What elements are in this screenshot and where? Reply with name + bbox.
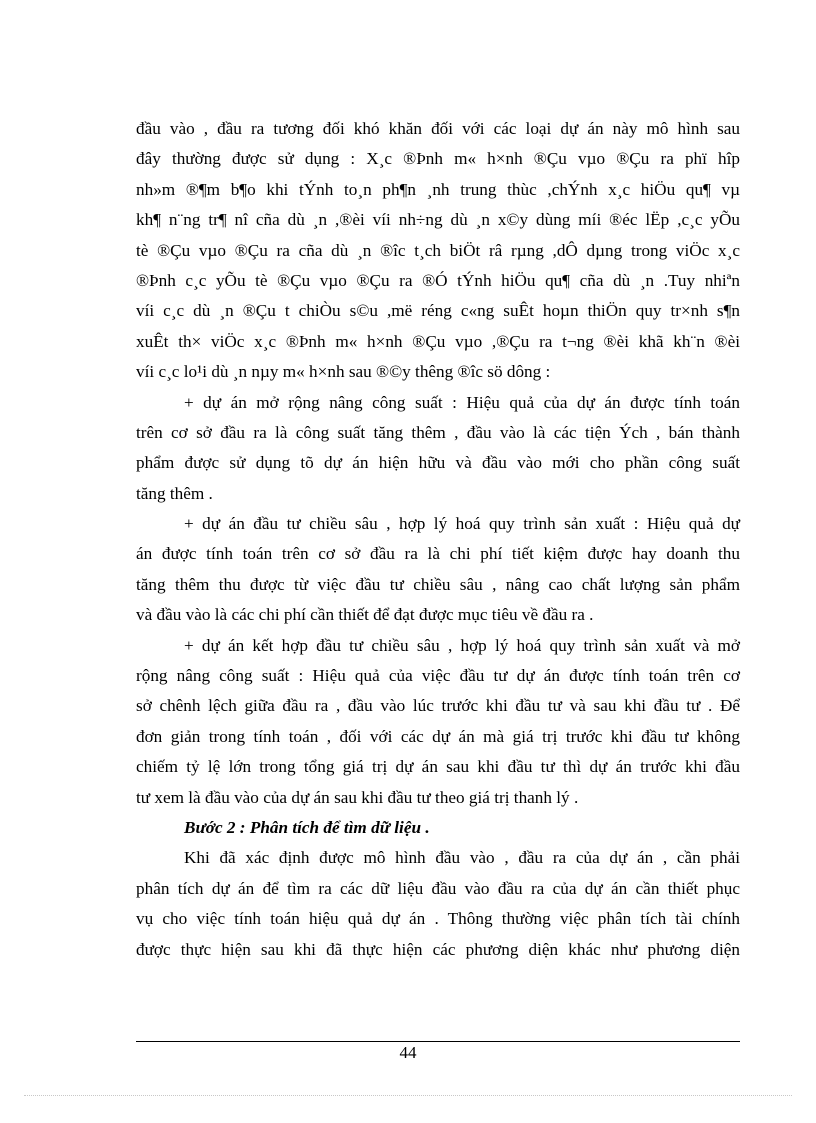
text-line: rộng nâng công suất : Hiệu quả của việc đầu tư dự án được tính toán trên cơ [136, 666, 740, 686]
text-line: nh»m ®¶m b¶o khi tÝnh to¸n ph¶n ¸nh trung thùc ,chÝnh x¸c hiÖu qu¶ vµ [136, 179, 740, 199]
text-line: đây thường được sử dụng : X¸c ®Þnh m« h×nh ®Çu vµo ®Çu ra phï hîp [136, 149, 740, 169]
text-line: vụ cho việc tính toán hiệu quả dự án . Thông thường việc phân tích tài chính [136, 909, 740, 929]
page-number: 44 [399, 1043, 417, 1062]
text-line: phẩm được sử dụng tõ dự án hiện hữu và đầu vào mới cho phần công suất [136, 453, 740, 473]
text-line: tăng thêm thu được từ việc đầu tư chiều sâu , nâng cao chất lượng sản phẩm [136, 574, 740, 594]
page-edge-divider [24, 1095, 792, 1096]
text-line: được thực hiện sau khi đã thực hiện các phương diện khác như phương diện [136, 939, 740, 959]
text-line: tăng thêm . [136, 483, 213, 503]
text-line: víi c¸c lo¹i dù ¸n nµy m« h×nh sau ®©y thêng ®îc sö dông : [136, 362, 551, 382]
text-line: chiếm tỷ lệ lớn trong tổng giá trị dự án sau khi đầu tư thì dự án trước khi đầu [136, 757, 740, 777]
text-line: víi c¸c dù ¸n ®Çu t chiÒu s©u ,më réng c«ng suÊt hoµn thiÖn quy tr×nh s¶n [136, 301, 740, 321]
text-line: + dự án kết hợp đầu tư chiều sâu , hợp lý hoá quy trình sản xuất và mở [184, 635, 740, 655]
text-line: xuÊt th× viÖc x¸c ®Þnh m« h×nh ®Çu vµo ,®Çu ra t¬ng ®èi khã kh¨n ®èi [136, 331, 740, 351]
text-line: + dự án đầu tư chiều sâu , hợp lý hoá quy trình sản xuất : Hiệu quả dự [184, 514, 740, 534]
text-line: ®Þnh c¸c yÕu tè ®Çu vµo ®Çu ra ®Ó tÝnh hiÖu qu¶ cña dù ¸n .Tuy nhiªn [136, 270, 740, 290]
section-heading: Bước 2 : Phân tích để tìm dữ liệu . [184, 817, 430, 837]
text-line: kh¶ n¨ng tr¶ nî cña dù ¸n ,®èi víi nh÷ng dù ¸n x©y dùng míi ®éc lËp ,c¸c yÕu [136, 210, 740, 230]
text-line: tư xem là đầu vào của dự án sau khi đầu tư theo giá trị thanh lý . [136, 787, 579, 807]
text-line: Khi đã xác định được mô hình đầu vào , đầu ra của dự án , cần phải [184, 848, 740, 868]
text-line: đầu vào , đầu ra tương đối khó khăn đối với các loại dự án này mô hình sau [136, 119, 740, 138]
text-line: đơn giản trong tính toán , đối với các dự án mà giá trị trước khi đầu tư không [136, 726, 740, 746]
text-line: trên cơ sở đầu ra là công suất tăng thêm , đầu vào là các tiện Ých , bán thành [136, 422, 740, 442]
text-line: sở chênh lệch giữa đầu ra , đầu vào lúc trước khi đầu tư và sau khi đầu tư . Để [136, 696, 740, 716]
body-text [136, 114, 740, 965]
text-line: tè ®Çu vµo ®Çu ra cña dù ¸n ®îc t¸ch biÖt râ rµng ,dÔ dµng trong viÖc x¸c [136, 240, 740, 260]
text-line: và đầu vào là các chi phí cần thiết để đạt được mục tiêu về đầu ra . [136, 605, 594, 625]
text-line: phân tích dự án để tìm ra các dữ liệu đầu vào đầu ra của dự án cần thiết phục [136, 878, 740, 898]
text-line: + dự án mở rộng nâng công suất : Hiệu quả của dự án được tính toán [184, 392, 740, 412]
text-line: án được tính toán trên cơ sở đầu ra là chi phí tiết kiệm được hay doanh thu [136, 544, 740, 564]
